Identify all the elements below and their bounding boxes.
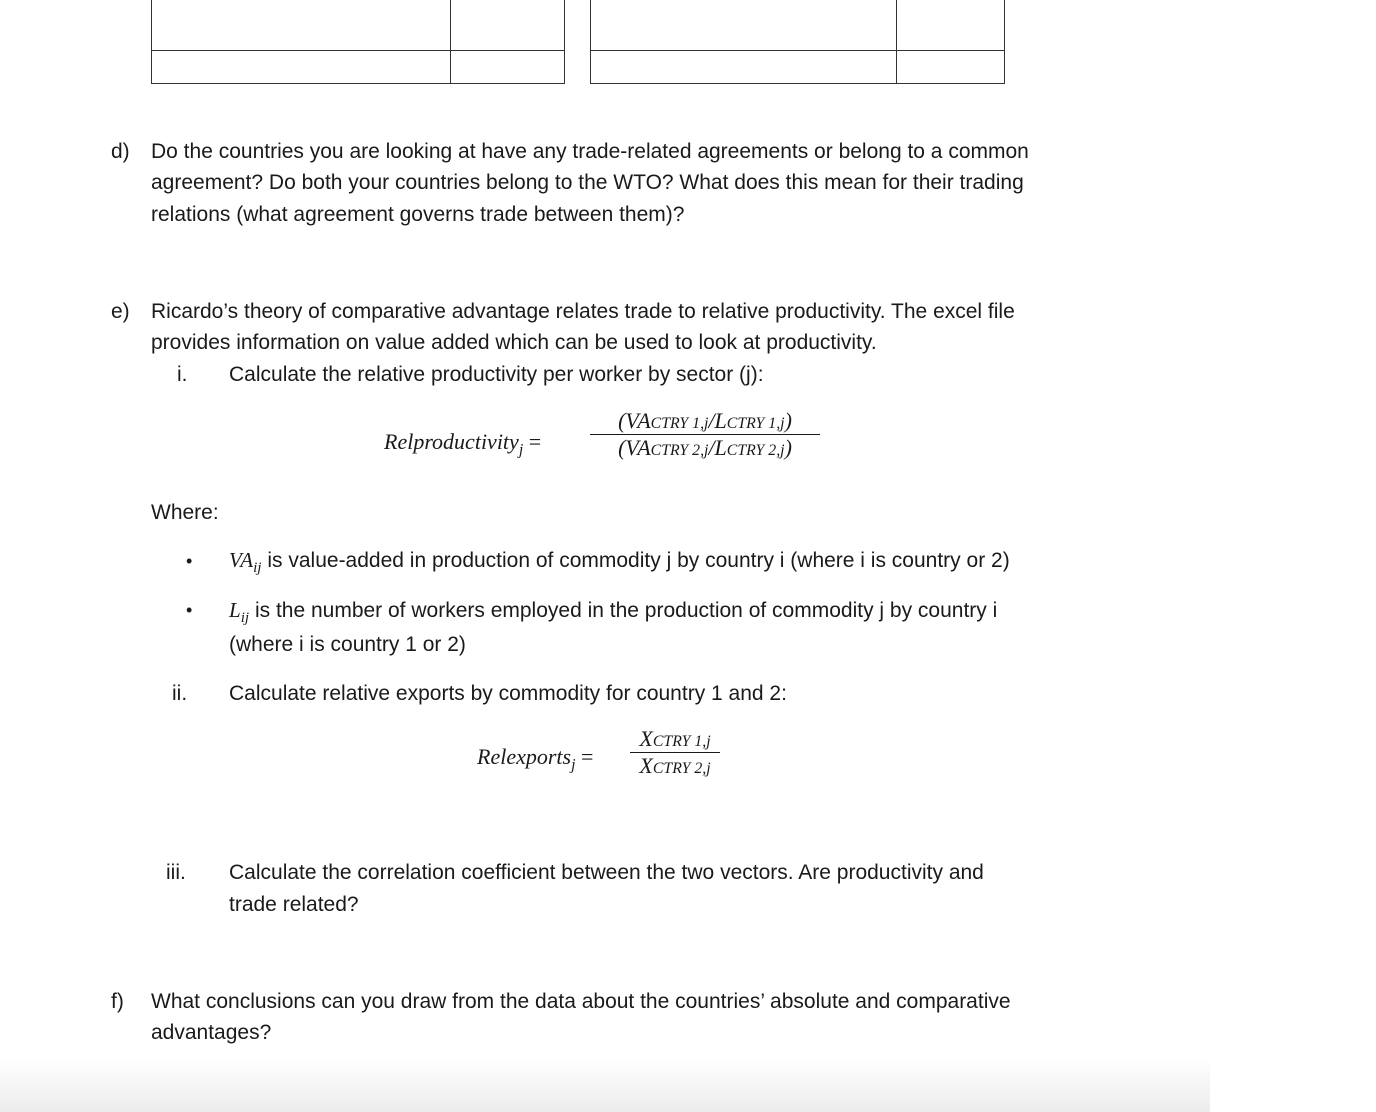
sub-iii-line: trade related? (229, 893, 359, 916)
table-cell (591, 0, 897, 51)
table-row (591, 0, 1005, 51)
data-table-right (590, 0, 1005, 84)
symbol-l: L (229, 598, 241, 622)
formula-lhs (477, 746, 593, 773)
table-cell (897, 51, 1005, 84)
formula-equals: = (528, 429, 542, 454)
question-d-line: relations (what agreement governs trade between them)? (151, 203, 685, 226)
formula-fraction (630, 726, 720, 779)
denominator-text (630, 778, 634, 779)
table-cell (451, 0, 565, 51)
bullet-symbol (229, 600, 997, 626)
question-e-line: provides information on value added which can be used to look at productivity. (151, 331, 877, 354)
sub-ii-marker: ii. (172, 682, 188, 705)
sub-i-marker: i. (177, 363, 188, 386)
sub-iii-line: Calculate the correlation coefficient between the two vectors. Are productivity and (229, 861, 984, 884)
formula-lhs-name: Relproductivity (384, 429, 519, 454)
formula-lhs-subscript: j (571, 756, 576, 774)
formula-equals: = (581, 744, 594, 769)
formula-denominator: (VACTRY 2,j/LCTRY 2,j) (590, 435, 820, 461)
formula-numerator: (VACTRY 1,j/LCTRY 1,j) (590, 408, 820, 434)
question-e-line: Ricardo’s theory of comparative advantage relates trade to relative productivity. The excel file (151, 300, 1015, 323)
table-row (152, 51, 565, 84)
table-cell (451, 51, 565, 84)
table-cell (152, 51, 451, 84)
question-f-line: advantages? (151, 1021, 272, 1044)
sub-i-text: Calculate the relative productivity per worker by sector (j): (229, 363, 764, 386)
question-e-marker: e) (111, 300, 130, 323)
question-f-marker: f) (111, 990, 124, 1013)
formula-numerator: XCTRY 1,j (630, 726, 720, 752)
question-f-line: What conclusions can you draw from the data about the countries’ absolute and comparative (151, 990, 1011, 1013)
table-row (152, 0, 565, 51)
question-d-line: Do the countries you are looking at have any trade-related agreements or belong to a common (151, 140, 1029, 163)
bullet-icon: • (186, 551, 193, 571)
formula-lhs-name: Relexports (477, 744, 572, 769)
formula-lhs-subscript: j (518, 441, 524, 459)
data-table-left (151, 0, 565, 84)
formula-fraction (590, 408, 820, 461)
question-d-line: agreement? Do both your countries belong to the WTO? What does this mean for their trading (151, 171, 1024, 194)
bullet-text: is the number of workers employed in the production of commodity j by country i (254, 599, 998, 622)
table-row (591, 51, 1005, 84)
symbol-va: VA (229, 548, 254, 572)
bullet-text: is value-added in production of commodity j by country i (where i is country or 2) (267, 549, 1010, 572)
sub-iii-marker: iii. (166, 861, 186, 884)
denominator-text (590, 460, 600, 461)
table-cell (897, 0, 1005, 51)
bullet-symbol (229, 550, 1010, 576)
question-d-marker: d) (111, 140, 130, 163)
symbol-subscript: ij (240, 610, 250, 627)
table-cell (152, 0, 451, 51)
bullet-text-cont: (where i is country 1 or 2) (229, 633, 466, 656)
sub-ii-text: Calculate relative exports by commodity for country 1 and 2: (229, 682, 787, 705)
page-bottom-shadow (0, 1058, 1210, 1112)
table-cell (591, 51, 897, 84)
where-label: Where: (151, 501, 219, 524)
formula-denominator: XCTRY 2,j (630, 753, 720, 779)
numerator-text (630, 726, 634, 727)
bullet-icon: • (186, 600, 193, 620)
symbol-subscript: ij (253, 560, 262, 577)
numerator-text (590, 408, 600, 409)
formula-lhs (384, 431, 541, 458)
